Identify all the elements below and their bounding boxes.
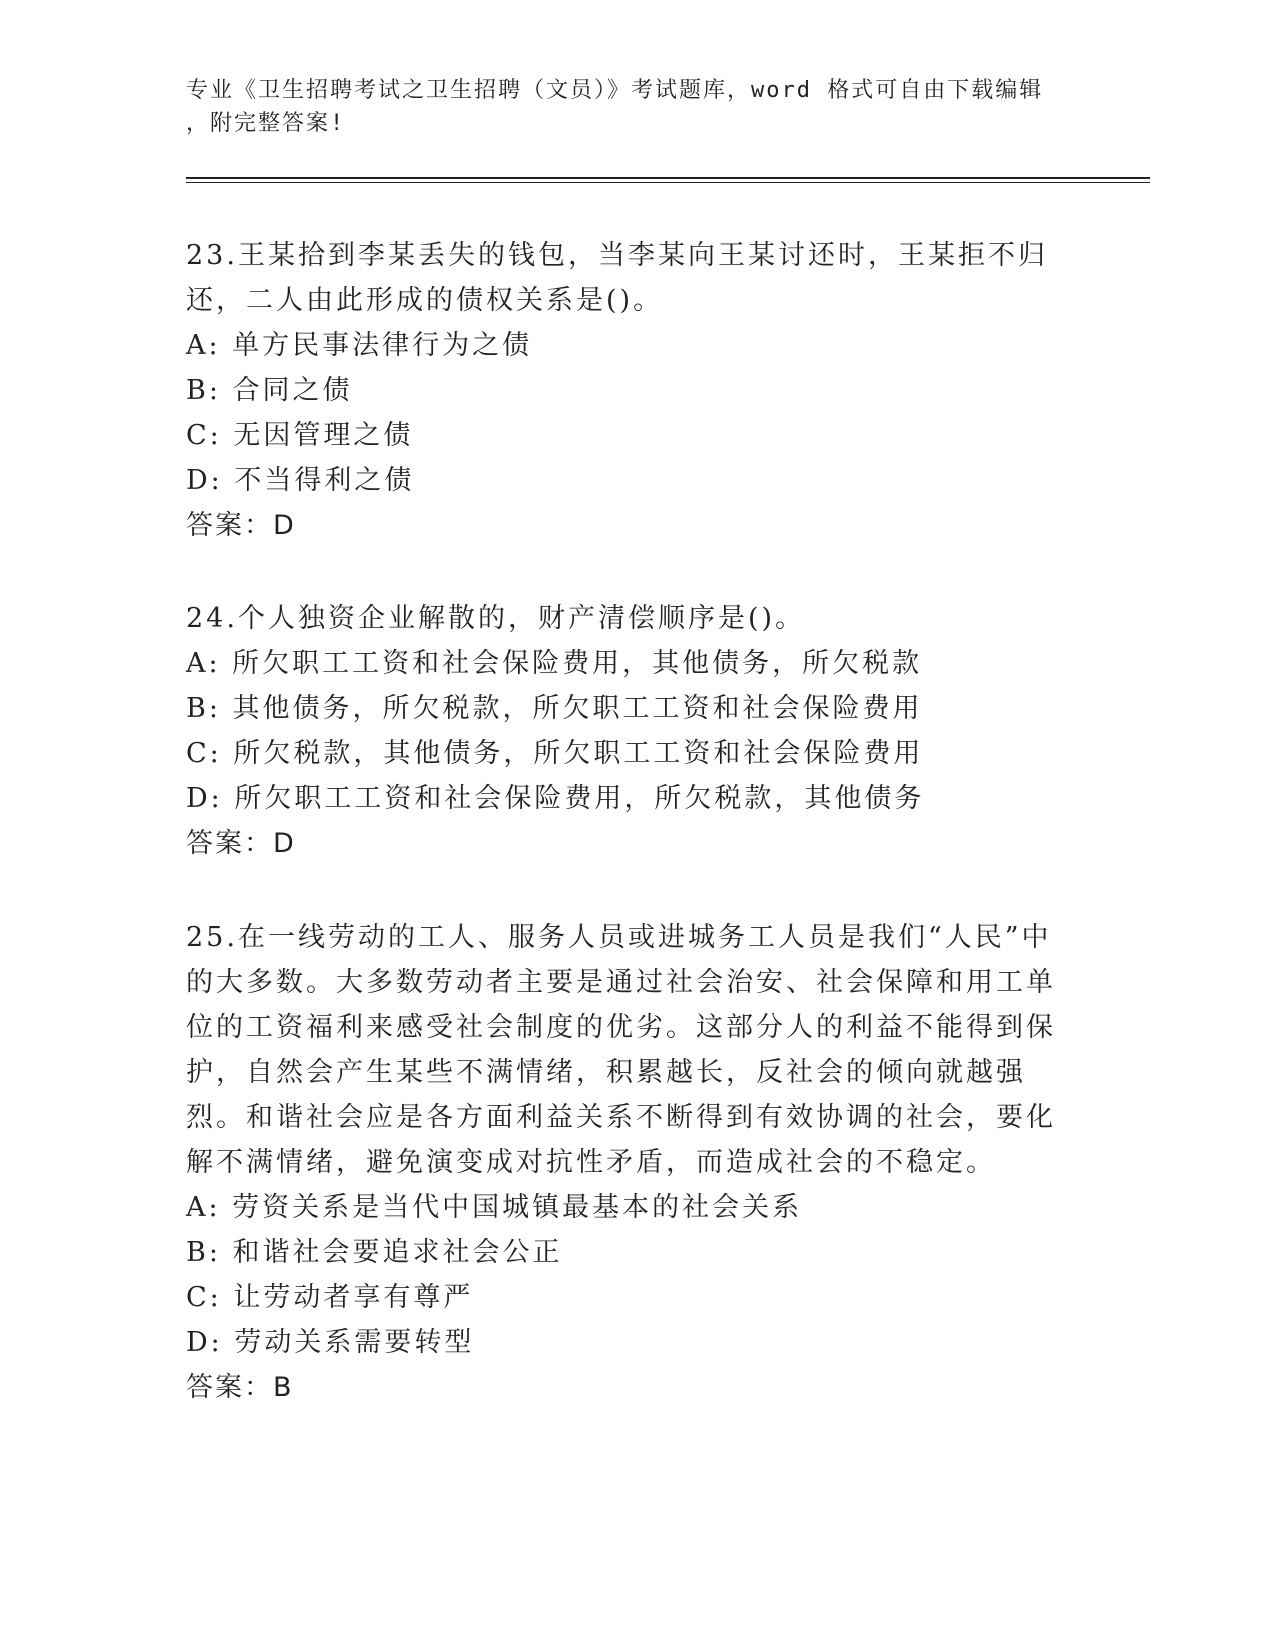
option-c: C: 无因管理之债: [186, 420, 414, 451]
option-c: C: 所欠税款，其他债务，所欠职工工资和社会保险费用: [186, 738, 924, 769]
question-stem: 24.个人独资企业解散的，财产清偿顺序是()。: [186, 603, 806, 634]
question-stem: 25.在一线劳动的工人、服务人员或进城务工人员是我们“人民”中的大多数。大多数劳动者主要是通过社会治安、社会保障和用工单位的工资福利来感受社会制度的优劣。这部分人的利益不能得到保护，自然会产生某些不满情绪，积累越长，反社会的倾向就越强烈。和谐社会应是各方面利益关系不断得到有效协调的社会，要化解不满情绪，避免演变成对抗性矛盾，而造成社会的不稳定。: [186, 922, 1056, 1178]
question-stem: 23.王某拾到李某丢失的钱包，当李某向王某讨还时，王某拒不归还，二人由此形成的债权关系是()。: [186, 240, 1048, 316]
option-b: B: 其他债务，所欠税款，所欠职工工资和社会保险费用: [186, 693, 923, 724]
option-d: D: 所欠职工工资和社会保险费用，所欠税款，其他债务: [186, 783, 925, 814]
option-a: A: 所欠职工工资和社会保险费用，其他债务，所欠税款: [186, 648, 923, 679]
answer-label: 答案：D: [186, 828, 296, 859]
document-header: 专业《卫生招聘考试之卫生招聘（文员）》考试题库，word 格式可自由下载编辑 ，附完整答案!: [186, 78, 1044, 136]
answer-label: 答案：D: [186, 510, 296, 541]
option-d: D: 劳动关系需要转型: [186, 1327, 475, 1358]
option-a: A: 单方民事法律行为之债: [186, 330, 533, 361]
question-25: [186, 915, 1066, 1410]
option-d: D: 不当得利之债: [186, 465, 415, 496]
option-c: C: 让劳动者享有尊严: [186, 1282, 474, 1313]
question-24: [186, 596, 1066, 866]
option-a: A: 劳资关系是当代中国城镇最基本的社会关系: [186, 1192, 803, 1223]
option-b: B: 和谐社会要追求社会公正: [186, 1237, 563, 1268]
question-23: [186, 233, 1066, 548]
option-b: B: 合同之债: [186, 375, 353, 406]
header-divider-thin: [186, 182, 1150, 183]
answer-label: 答案：B: [186, 1372, 294, 1403]
header-divider-thick: [186, 177, 1150, 179]
